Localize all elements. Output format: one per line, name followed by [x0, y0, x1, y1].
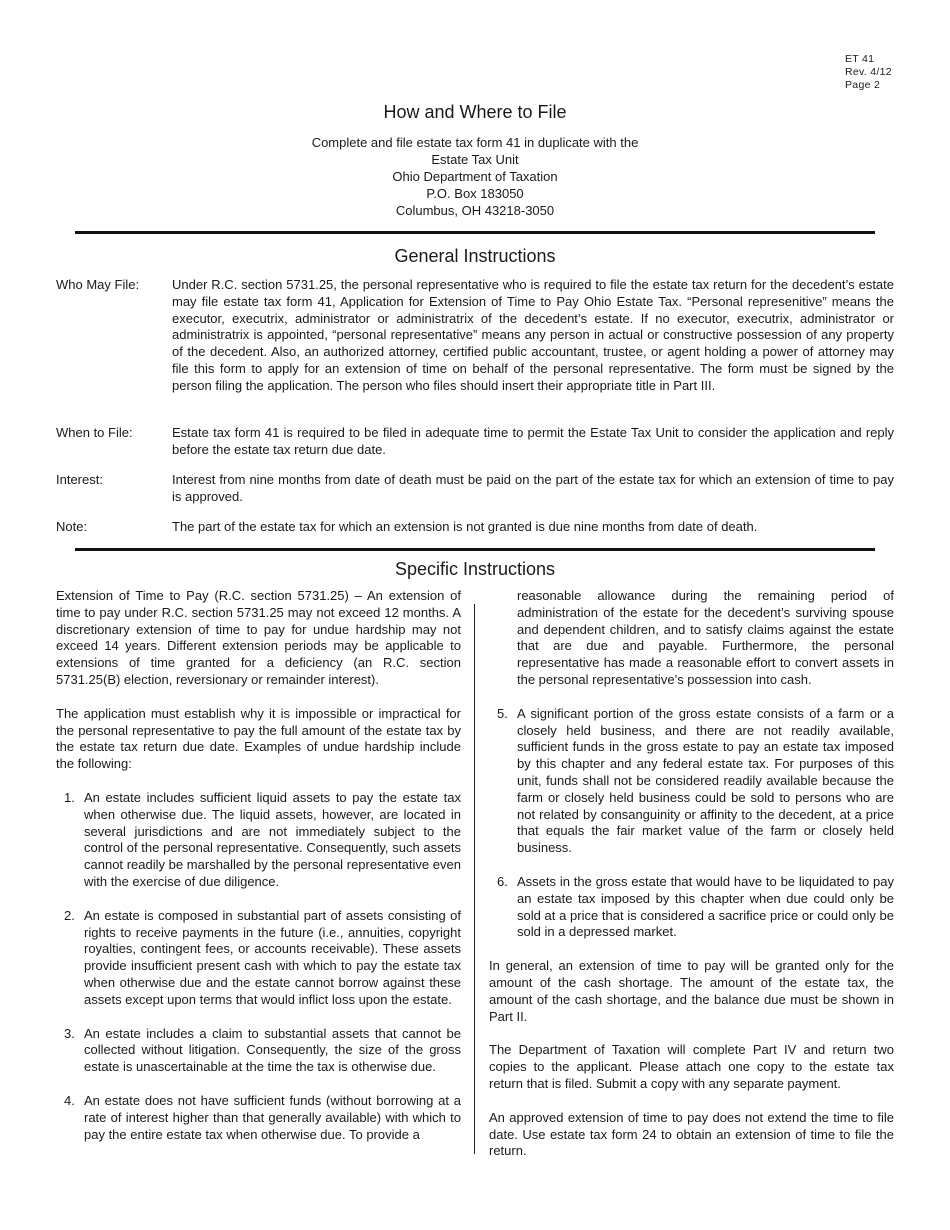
- interest-row: [56, 472, 894, 506]
- filing-line: Ohio Department of Taxation: [392, 169, 558, 184]
- interest-text: Interest from nine months from date of death must be paid on the part of the estate tax for which an extension of time to pay is approved.: [172, 472, 894, 504]
- note-text: The part of the estate tax for which an extension is not granted is due nine months from date of death.: [172, 519, 758, 534]
- page-number: Page 2: [845, 79, 881, 91]
- section-divider: [75, 231, 875, 234]
- form-number: ET 41: [845, 53, 875, 65]
- cash-shortage-paragraph: In general, an extension of time to pay will be granted only for the amount of the cash shortage. The amount of the estate tax, the amount of the cash shortage, and the balance due must be shown in Part II.: [489, 958, 894, 1024]
- item-text: reasonable allowance during the remaining period of administration of the estate for the decedent’s surviving spouse and dependent children, and to satisfy claims against the estate that are due and payable. Furthermore, the personal representative has made a reasonable effort to convert assets in the personal representative’s possession into cash.: [517, 588, 894, 687]
- note-label: Note:: [56, 519, 88, 534]
- item-text: An estate includes sufficient liquid assets to pay the estate tax when otherwise due. The liquid assets, however, are located in several jurisdictions and are not immediately subject to the control of the personal representative. Consequently, such assets cannot readily be marshalled by the personal representative even with the exercise of due diligence.: [84, 789, 461, 889]
- form-identifier: [845, 53, 892, 92]
- how-where-title: How and Where to File: [383, 102, 567, 122]
- when-to-file-row: [56, 425, 894, 459]
- item-number: 4.: [64, 1092, 75, 1108]
- item-number: 2.: [64, 907, 75, 923]
- extension-intro-paragraph: Extension of Time to Pay (R.C. section 5731.25) – An extension of time to pay under R.C. section 5731.25 may not exceed 12 months. A discretionary extension of time to pay for undue hardship may not exceed 14 years. Different extension periods may be applicable to extensions of time granted for a deficiency (an R.C. section 5731.25(B) election, reversionary or remainder interest).: [56, 588, 461, 687]
- who-may-file-text: Under R.C. section 5731.25, the personal representative who is required to file the estate tax return for the decedent’s estate may file estate tax form 41, Application for Extension of Time to Pay Ohio Estate Tax. “Personal represenitive” means the executor, executrix, administrator or administratrix of the decedent’s estate. If no executor, executrix, administrator or administratrix is appointed, “personal representative” means any person in actual or constructive possession of any property of the decedent. Also, an authorized attorney, certified public accountant, trustee, or agent holding a power of attorney may file this form to apply for an extension of time on behalf of the personal representative. The form must be signed by the person filing the application. The person who files should insert their appropriate title in Part III.: [172, 277, 894, 393]
- filing-address: [0, 134, 950, 219]
- hardship-item: [489, 706, 894, 857]
- hardship-paragraph: The application must establish why it is impossible or impractical for the personal representative to pay the full amount of the estate tax by the estate tax return due date. Examples of undue hardship include the following:: [56, 705, 461, 772]
- when-to-file-label: When to File:: [56, 425, 133, 440]
- item-text: An estate includes a claim to substantial assets that cannot be collected without litigation. Consequently, the size of the gross estate is unascertainable at the time the tax is otherwise due.: [84, 1025, 461, 1075]
- item-number: 5.: [497, 705, 508, 721]
- section-divider: [75, 548, 875, 551]
- item-text: Assets in the gross estate that would have to be liquidated to pay an estate tax imposed by this chapter when due could only be sold at a price that is considered a sacrifice price or could only be sold in a depressed market.: [517, 873, 894, 940]
- when-to-file-text: Estate tax form 41 is required to be filed in adequate time to permit the Estate Tax Unit to consider the application and reply before the estate tax return due date.: [172, 425, 894, 457]
- who-may-file-label: Who May File:: [56, 277, 140, 292]
- specific-instructions-title: Specific Instructions: [394, 559, 556, 579]
- item-number: 6.: [497, 873, 508, 889]
- specific-right-column: [489, 588, 894, 1160]
- interest-label: Interest:: [56, 472, 103, 487]
- item-number: 3.: [64, 1025, 75, 1041]
- item-text: An estate is composed in substantial part of assets consisting of rights to receive payments in the future (i.e., annuities, copyright royalties, contingent fees, or accounts receivable). These assets provide insufficient present cash with which to pay the estate tax when otherwise due and the estate cannot borrow against these assets except upon terms that would inflict loss upon the estate.: [84, 907, 461, 1007]
- hardship-item: [56, 790, 461, 891]
- note-row: [56, 519, 894, 536]
- filing-line: Complete and file estate tax form 41 in duplicate with the: [311, 135, 639, 150]
- who-may-file-row: [56, 277, 894, 395]
- item-text: An estate does not have sufficient funds (without borrowing at a rate of interest higher than that generally available) with which to pay the entire estate tax when otherwise due. To provide a: [84, 1092, 461, 1142]
- specific-left-column: [56, 588, 461, 1143]
- department-paragraph: The Department of Taxation will complete Part IV and return two copies to the applicant. Please attach one copy to the estate tax return that is filed. Submit a copy with any separate payment.: [489, 1042, 894, 1091]
- column-divider: [474, 604, 475, 1154]
- item-text: A significant portion of the gross estate consists of a farm or a closely held business, and there are not readily available, sufficient funds in the gross estate to pay an estate tax imposed by this chapter and any federal estate tax. For purposes of this unit, funds shall not be considered readily available because the farm or closely held business could be sold to persons who are not related by consanguinity or affinity to the decedent, at a price that equals the fair market value of the farm or closely held business.: [517, 705, 894, 856]
- form-revision: Rev. 4/12: [845, 66, 892, 78]
- item-number: 1.: [64, 789, 75, 805]
- hardship-item-continued: [489, 588, 894, 689]
- filing-line: Estate Tax Unit: [431, 152, 519, 167]
- hardship-item: [56, 1093, 461, 1143]
- filing-line: P.O. Box 183050: [426, 186, 524, 201]
- hardship-item: [56, 1026, 461, 1076]
- approved-extension-paragraph: An approved extension of time to pay does not extend the time to file date. Use estate tax form 24 to obtain an extension of time to file the return.: [489, 1109, 894, 1159]
- hardship-item: [489, 874, 894, 941]
- general-instructions-title: General Instructions: [394, 246, 556, 266]
- filing-line: Columbus, OH 43218-3050: [395, 203, 555, 218]
- hardship-item: [56, 908, 461, 1009]
